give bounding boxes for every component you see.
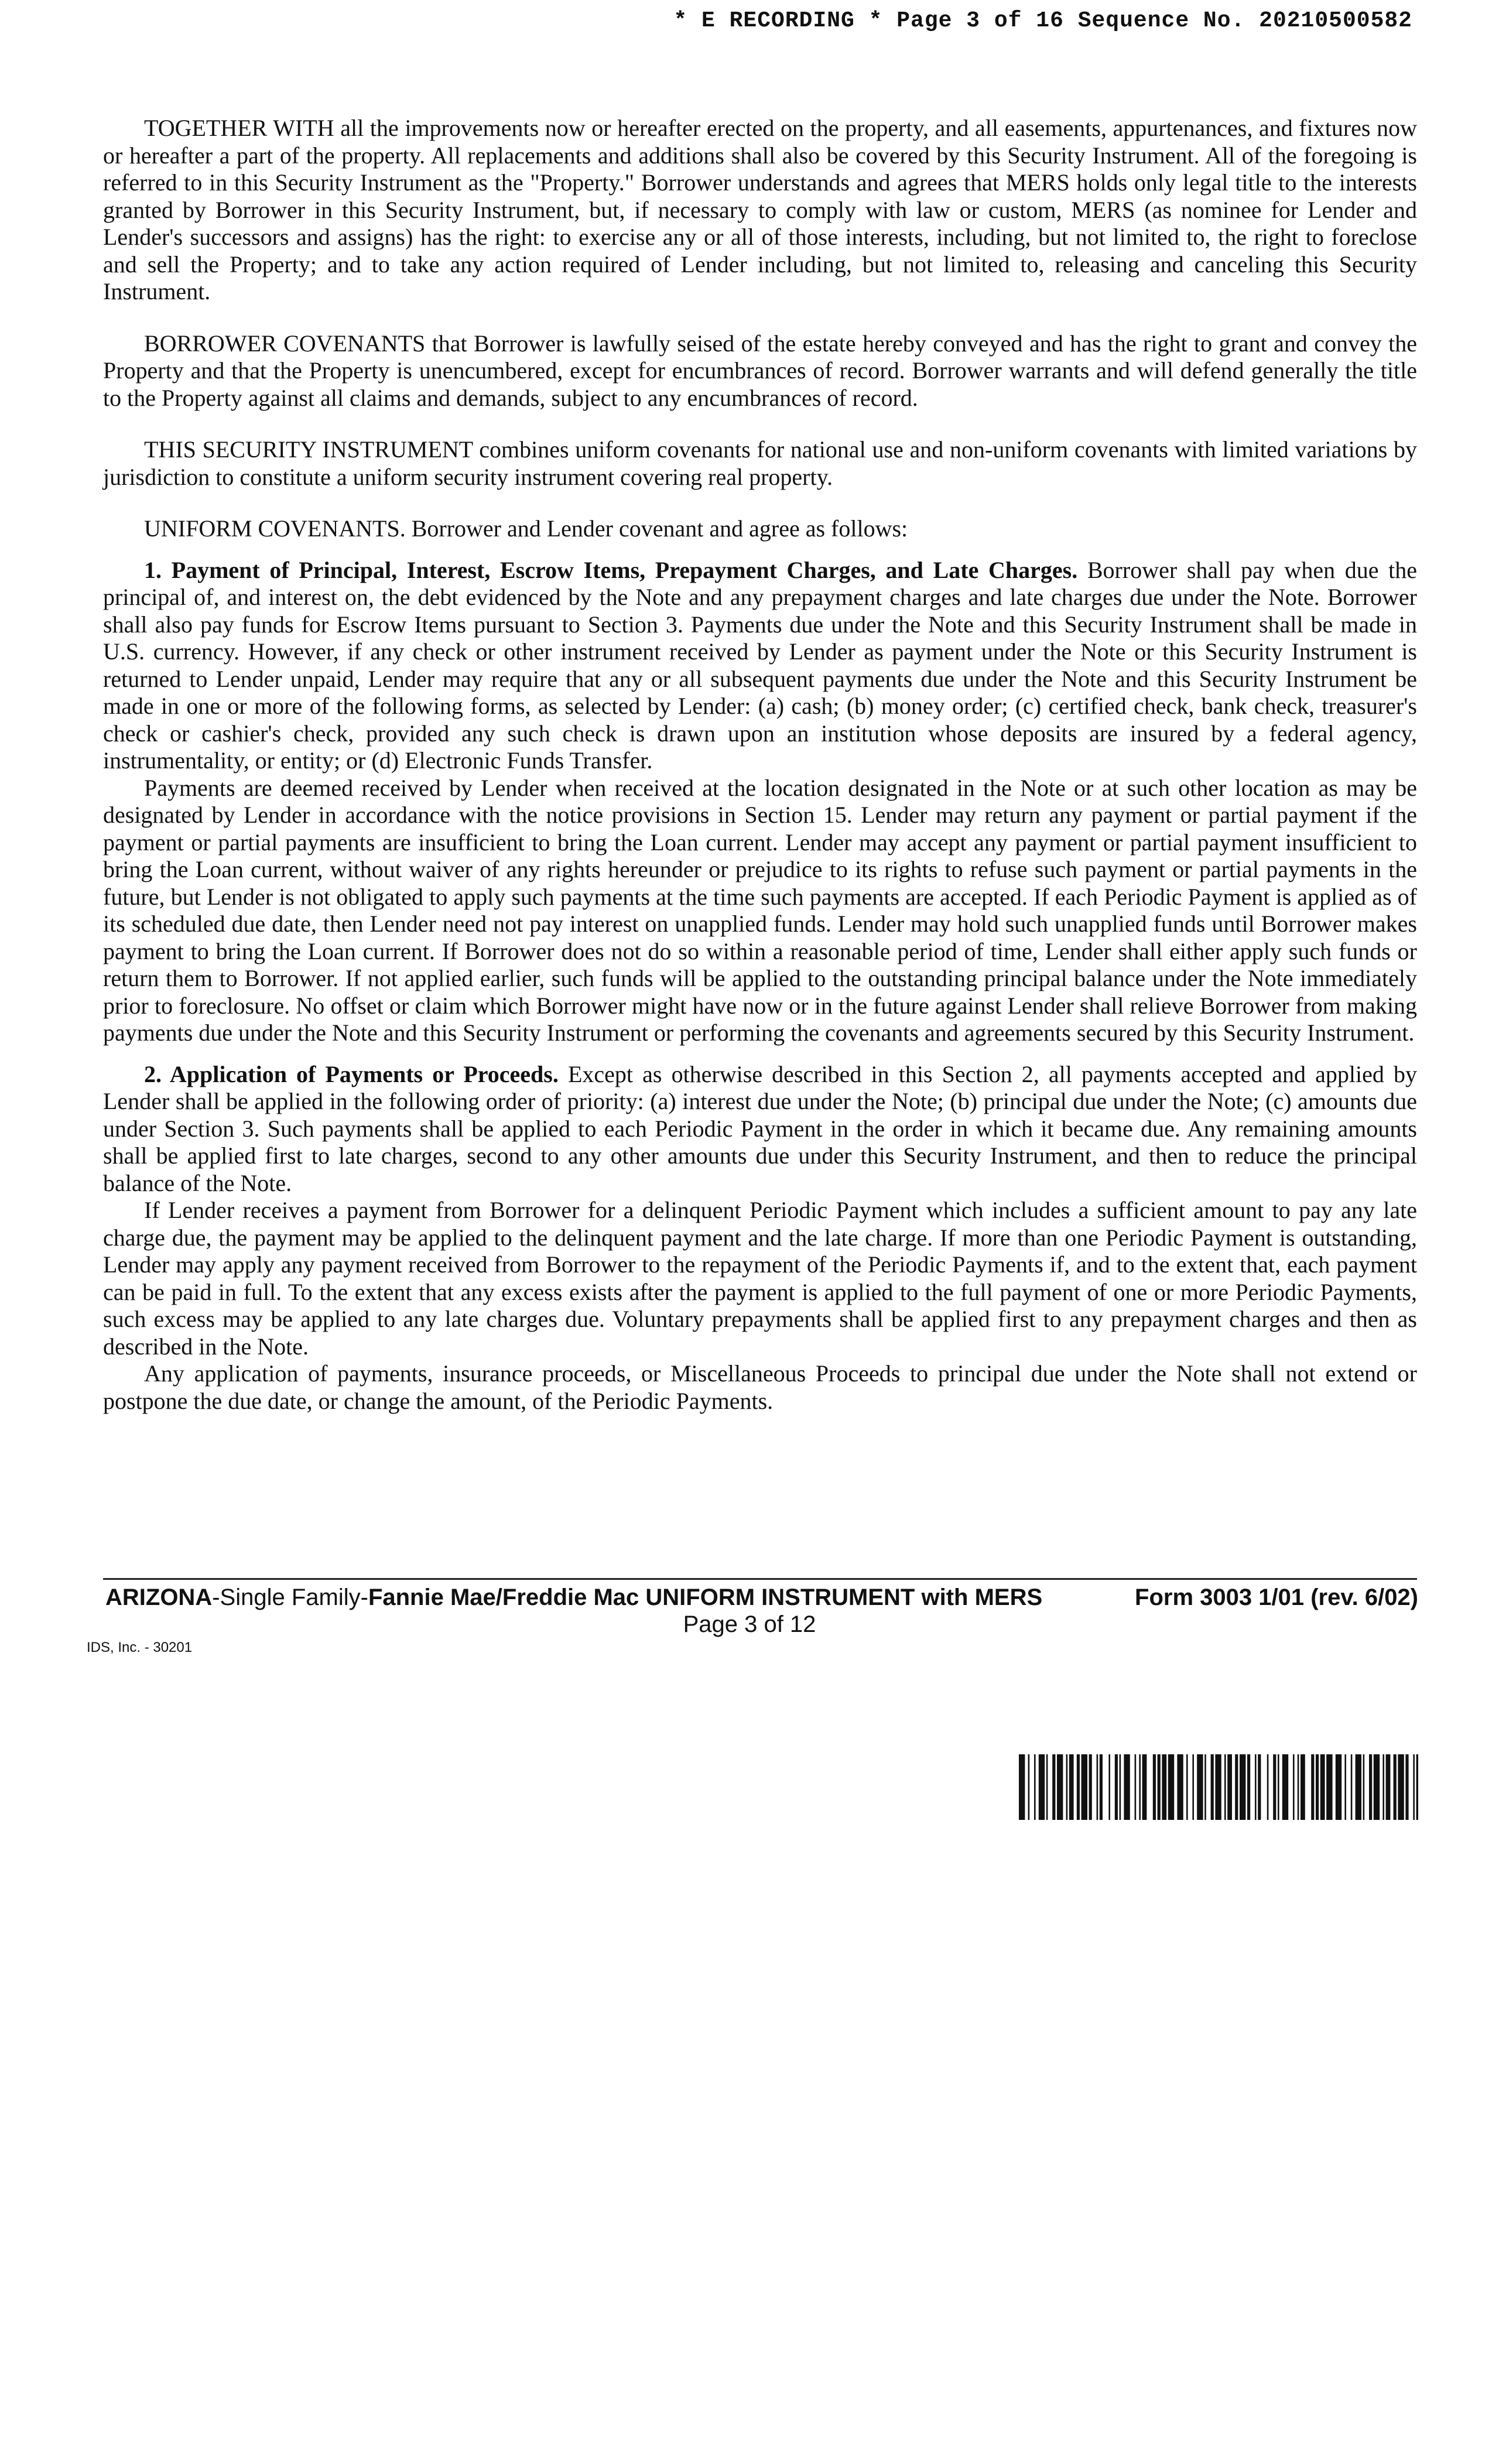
barcode-bar [1267,1754,1269,1820]
barcode-bar [1028,1754,1030,1820]
section-1-title: 1. Payment of Principal, Interest, Escrow Items, Prepayment Charges, and Late Charges. [144,556,1078,583]
section-2-body: Except as otherwise described in this Section 2, all payments accepted and applied by Lender shall be applied in the following order of priority: (a) interest due under the Note; (b) principal due under the Note; (c) amounts due under Section 3. Such payments shall be applied to each Periodic Payment in the order in which it became due. Any remaining amounts shall be applied first to late charges, second to any other amounts due under this Security Instrument, and then to reduce the principal balance of the Note. [103,1060,1417,1196]
footer-page-number: Page 3 of 12 [683,1611,816,1637]
security-instrument-paragraph: THIS SECURITY INSTRUMENT combines uniform covenants for national use and non-uniform covenants with limited variations by jurisdiction to constitute a uniform security instrument covering real property. [103,436,1417,490]
barcode-bar [1336,1754,1341,1820]
section-2-paragraph-2: If Lender receives a payment from Borrower for a delinquent Periodic Payment which includes a sufficient amount to pay any late charge due, the payment may be applied to the delinquent payment and the late charge. If more than one Periodic Payment is outstanding, Lender may apply any payment received from Borrower to the repayment of the Periodic Payments if, and to the extent that, each payment can be paid in full. To the extent that any excess exists after the payment is applied to the full payment of one or more Periodic Payments, such excess may be applied to any late charges due. Voluntary prepayments shall be applied first to any prepayment charges and then as described in the Note. [103,1197,1417,1360]
barcode-bar [1258,1754,1261,1820]
barcode-bar [1204,1754,1206,1820]
barcode-bar [1089,1754,1092,1820]
barcode-bar [1374,1754,1380,1820]
barcode-bar [1398,1754,1404,1820]
recording-header: * E RECORDING * Page 3 of 16 Sequence No. 20210500582 [673,8,1412,33]
barcode-bar [1153,1754,1156,1820]
barcode-bar [1382,1754,1384,1820]
barcode-bar [1227,1754,1232,1820]
uniform-covenants-paragraph: UNIFORM COVENANTS. Borrower and Lender covenant and agree as follows: [144,515,908,542]
footer-form-number: Form 3003 1/01 (rev. 6/02) [1135,1585,1418,1610]
together-with-paragraph: TOGETHER WITH all the improvements now or hereafter erected on the property, and all easements, appurtenances, and fixtures now or hereafter a part of the property. All replacements and additions shall also be covered by this Security Instrument. All of the foregoing is referred to in this Security Instrument as the "Property." Borrower understands and agrees that MERS holds only legal title to the interests granted by Borrower in this Security Instrument, but, if necessary to comply with law or custom, MERS (as nominee for Lender and Lender's successors and assigns) has the right: to exercise any or all of those interests, including, but not limited to, the right to foreclose and sell the Property; and to take any action required of Lender including, but not limited to, releasing and canceling this Security Instrument. [103,115,1417,304]
footer-desc-plain: -Single Family- [212,1585,368,1610]
barcode-bar [1386,1754,1391,1820]
barcode-bar [1019,1754,1025,1820]
barcode-bar [1139,1754,1141,1820]
barcode-icon [1019,1754,1418,1820]
barcode-bar [1344,1754,1346,1820]
barcode-bar [1197,1754,1203,1820]
barcode-bar [1135,1754,1137,1820]
barcode-bar [1356,1754,1361,1820]
barcode-bar [1082,1754,1087,1820]
barcode-bar [1211,1754,1214,1820]
barcode-bar [1115,1754,1118,1820]
barcode-bar [1066,1754,1068,1820]
barcode-bar [1077,1754,1080,1820]
barcode-bar [1186,1754,1188,1820]
barcode-bar [1413,1754,1415,1820]
barcode-bar [1326,1754,1332,1820]
footer-form-title [105,1585,1042,1611]
barcode-bar [1235,1754,1238,1820]
barcode-bar [1282,1754,1288,1820]
barcode-bar [1142,1754,1147,1820]
footer-divider [103,1578,1417,1580]
barcode-bar [1298,1754,1299,1820]
barcode-bar [1046,1754,1048,1820]
barcode-bar [1097,1754,1098,1820]
footer-state: ARIZONA [105,1585,213,1610]
barcode-bar [1057,1754,1063,1820]
barcode-bar [1100,1754,1103,1820]
barcode-bar [1416,1754,1418,1820]
barcode-bar [1158,1754,1161,1820]
barcode-bar [1215,1754,1221,1820]
barcode-bar [1320,1754,1325,1820]
barcode-bar [1394,1754,1397,1820]
section-2-paragraph [103,1061,1417,1197]
document-body [103,115,1417,1415]
barcode-bar [1278,1754,1279,1820]
footer-desc-bold: Fannie Mae/Freddie Mac UNIFORM INSTRUMENT with MERS [368,1585,1043,1610]
barcode-bar [1255,1754,1257,1820]
barcode-bar [1052,1754,1055,1820]
barcode-bar [1405,1754,1408,1820]
barcode-bar [1192,1754,1194,1820]
barcode-bar [1351,1754,1353,1820]
barcode-bar [1240,1754,1245,1820]
barcode-bar [1039,1754,1045,1820]
barcode-bar [1124,1754,1130,1820]
barcode-bar [1120,1754,1121,1820]
barcode-bar [1293,1754,1295,1820]
section-2-paragraph-3: Any application of payments, insurance proceeds, or Miscellaneous Proceeds to principal due under the Note shall not extend or postpone the due date, or change the amount, of the Periodic Payments. [103,1360,1417,1414]
barcode-bar [1273,1754,1276,1820]
footer-ids: IDS, Inc. - 30201 [87,1640,193,1655]
section-1-paragraph-2: Payments are deemed received by Lender when received at the location designated in the Note or at such other location as may be designated by Lender in accordance with the notice provisions in Section 15. Lender may return any payment or partial payment if the payment or partial payments are insufficient to bring the Loan current. Lender may accept any payment or partial payment insufficient to bring the Loan current, without waiver of any rights hereunder or prejudice to its rights to refuse such payment or partial payments in the future, but Lender is not obligated to apply such payments at the time such payments are accepted. If each Periodic Payment is applied as of its scheduled due date, then Lender need not pay interest on unapplied funds. Lender may hold such unapplied funds until Borrower makes payment to bring the Loan current. If Borrower does not do so within a reasonable period of time, Lender shall either apply such funds or return them to Borrower. If not applied earlier, such funds will be applied to the outstanding principal balance under the Note immediately prior to foreclosure. No offset or claim which Borrower might have now or in the future against Lender shall relieve Borrower from making payments due under the Note and this Security Instrument or performing the covenants and agreements secured by this Security Instrument. [103,774,1417,1046]
barcode-bar [1224,1754,1226,1820]
barcode-bar [1247,1754,1250,1820]
barcode-bar [1168,1754,1174,1820]
barcode-bar [1311,1754,1314,1820]
barcode-bar [1108,1754,1110,1820]
barcode-bar [1162,1754,1166,1820]
barcode-bar [1034,1754,1036,1820]
barcode-bar [1316,1754,1319,1820]
barcode-bar [1369,1754,1372,1820]
section-2-title: 2. Application of Payments or Proceeds. [144,1060,559,1087]
barcode-bar [1363,1754,1365,1820]
barcode-bar [1300,1754,1305,1820]
barcode-bar [1177,1754,1183,1820]
section-1-paragraph [103,557,1417,775]
barcode-bar [1069,1754,1074,1820]
section-1-body: Borrower shall pay when due the principal of, and interest on, the debt evidenced by the Note and any prepayment charges and late charges due under the Note. Borrower shall also pay funds for Escrow Items pursuant to Section 3. Payments due under the Note and this Security Instrument shall be made in U.S. currency. However, if any check or other instrument received by Lender as payment under the Note or this Security Instrument is returned to Lender unpaid, Lender may require that any or all subsequent payments due under the Note and this Security Instrument be made in one or more of the following forms, as selected by Lender: (a) cash; (b) money order; (c) certified check, bank check, treasurer's check or cashier's check, provided any such check is drawn upon an institution whose deposits are insured by a federal agency, instrumentality, or entity; or (d) Electronic Funds Transfer. [103,556,1418,774]
borrower-covenants-paragraph: BORROWER COVENANTS that Borrower is lawfully seised of the estate hereby conveyed and has the right to grant and convey the Property and that the Property is unencumbered, except for encumbrances of record. Borrower warrants and will defend generally the title to the Property against all claims and demands, subject to any encumbrances of record. [103,330,1417,411]
